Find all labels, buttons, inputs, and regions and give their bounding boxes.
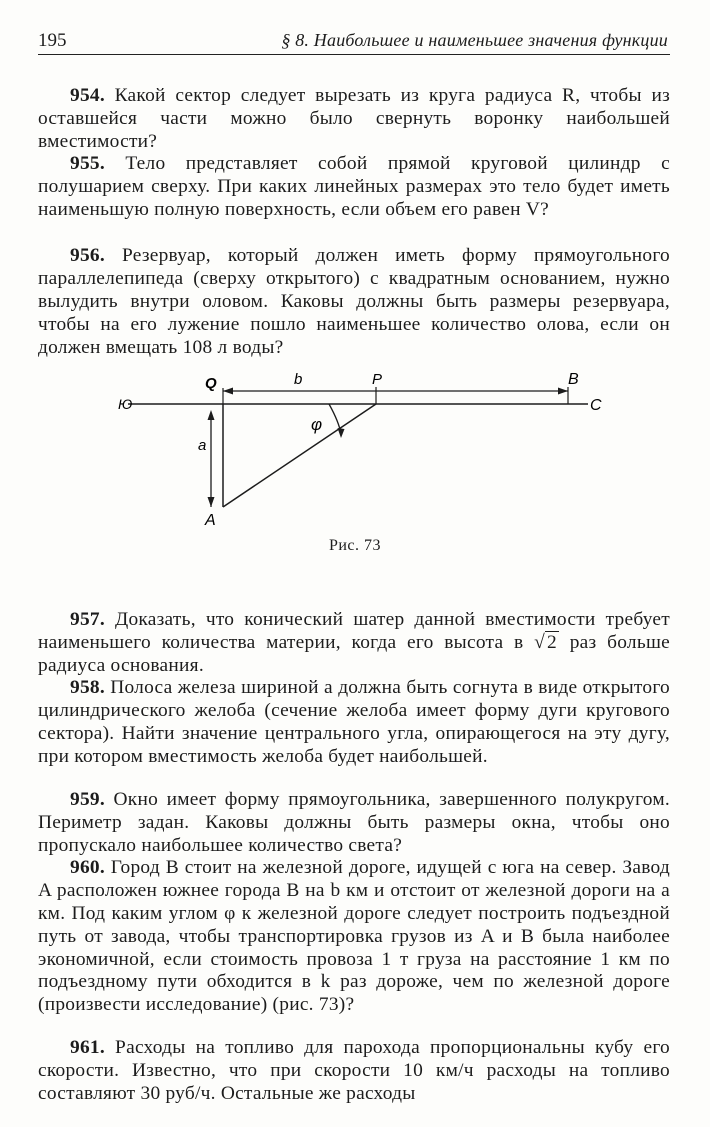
label-q: Q bbox=[205, 375, 217, 392]
page-header bbox=[38, 28, 670, 55]
problem-961 bbox=[38, 1037, 670, 1105]
problem-number: 954. bbox=[70, 85, 105, 107]
problem-959 bbox=[38, 789, 670, 857]
problem-number: 957. bbox=[70, 609, 105, 631]
page-number: 195 bbox=[38, 30, 67, 51]
problem-text: Какой сектор следует вырезать из круга радиуса R, чтобы из оставшейся части можно было свернуть воронку наибольшей вместимости? bbox=[38, 85, 670, 152]
sqrt-expression bbox=[534, 631, 559, 653]
running-title: § 8. Наибольшее и наименьшее значения функции bbox=[281, 30, 668, 50]
access-road bbox=[223, 404, 376, 507]
arrow-right-icon bbox=[558, 388, 568, 395]
sqrt-sign: √ bbox=[534, 632, 546, 654]
angle-arrow-icon bbox=[338, 428, 345, 438]
arrow-up-icon bbox=[208, 410, 215, 420]
label-a-length: a bbox=[198, 437, 207, 454]
problem-955 bbox=[38, 153, 670, 221]
arrow-down-icon bbox=[208, 497, 215, 507]
figure-73 bbox=[100, 360, 620, 530]
figure-caption: Рис. 73 bbox=[328, 537, 382, 554]
problem-958 bbox=[38, 677, 670, 768]
problem-957 bbox=[38, 609, 670, 677]
label-b-point: B bbox=[568, 371, 579, 388]
problem-number: 960. bbox=[70, 857, 105, 879]
problem-text: Окно имеет форму прямоугольника, завершенного полукругом. Периметр задан. Каковы должны быть размеры окна, чтобы оно пропускало наибольшее количество света? bbox=[38, 789, 670, 856]
problem-text: Резервуар, который должен иметь форму прямоугольного параллелепипеда (сверху открытого) с квадратным основанием, нужно вылудить внутри оловом. Каковы должны быть размеры резервуара, чтобы на его лужение пошло наименьшее количество олова, если он должен вмещать 108 л воды? bbox=[38, 245, 670, 358]
problem-number: 956. bbox=[70, 245, 105, 267]
problem-956 bbox=[38, 245, 670, 359]
problem-number: 955. bbox=[70, 153, 105, 175]
label-p: P bbox=[372, 371, 383, 388]
label-north: С bbox=[590, 397, 602, 414]
label-a-point: A bbox=[205, 512, 216, 529]
problem-text: Город B стоит на железной дороге, идущей с юга на север. Завод A расположен южнее города B на b км и отстоит от железной дороги на a км. Под каким углом φ к железной дороге следует построить подъездной путь от завода, чтобы транспортировка грузов из A и B была наиболее экономичной, если стоимость провоза 1 т груза на расстояние 1 км по подъездному пути обходится в k раз дороже, чем по железной дороге (произвести исследование) (рис. 73)? bbox=[38, 857, 670, 1016]
label-b-length: b bbox=[294, 371, 303, 388]
label-south: Ю bbox=[118, 396, 133, 412]
problem-number: 959. bbox=[70, 789, 105, 811]
sqrt-argument: 2 bbox=[547, 632, 557, 654]
arrow-left-icon bbox=[223, 388, 233, 395]
problem-text-end: раз больше радиуса основания. bbox=[38, 632, 670, 676]
problem-text: Доказать, что конический шатер данной вместимости требует наименьшего количества материи, когда его высота в bbox=[38, 609, 670, 654]
problem-text: Расходы на топливо для парохода пропорциональны кубу его скорости. Известно, что при скорости 10 км/ч расходы на топливо составляют 30 руб/ч. Остальные же расходы bbox=[38, 1037, 670, 1104]
label-phi: φ bbox=[311, 415, 323, 434]
problem-text: Полоса железа шириной a должна быть согнута в виде открытого цилиндрического желоба (сечение желоба имеет форму дуги кругового сектора). Найти значение центрального угла, опирающегося на эту дугу, при котором вместимость желоба будет наибольшей. bbox=[38, 677, 670, 767]
problem-960 bbox=[38, 857, 670, 1017]
problem-number: 961. bbox=[70, 1037, 105, 1059]
problem-954 bbox=[38, 85, 670, 153]
problem-number: 958. bbox=[70, 677, 105, 699]
problem-text: Тело представляет собой прямой круговой цилиндр с полушарием сверху. При каких линейных размерах это тело будет иметь наименьшую полную поверхность, если объем его равен V? bbox=[38, 153, 670, 220]
